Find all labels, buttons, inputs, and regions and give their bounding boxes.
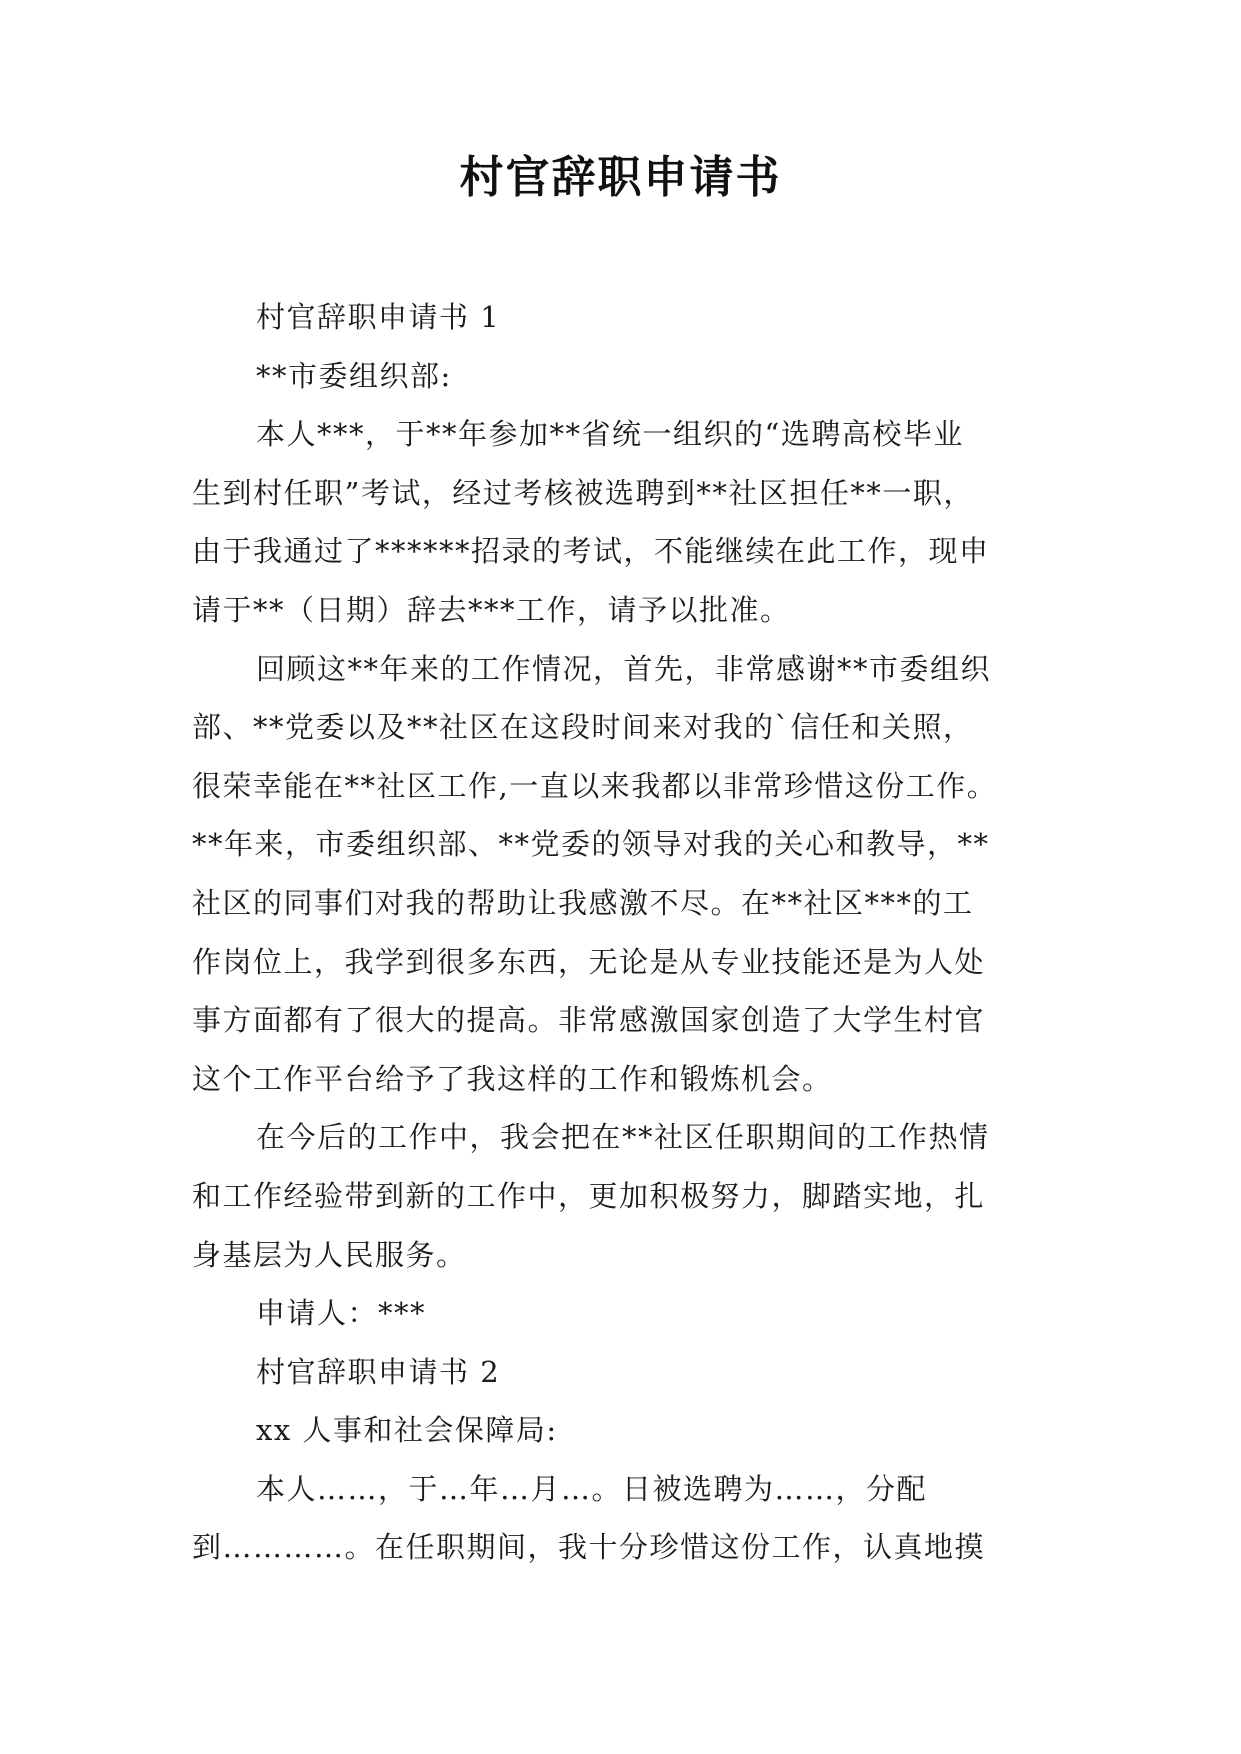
body-line: 作岗位上，我学到很多东西，无论是从专业技能还是为人处 [192,944,986,979]
body-line: 生到村任职”考试，经过考核被选聘到**社区担任**一职， [192,475,974,510]
body-line: 回顾这**年来的工作情况，首先，非常感谢**市委组织 [256,651,992,686]
body-line: 社区的同事们对我的帮助让我感激不尽。在**社区***的工 [192,885,974,920]
body-line: **年来，市委组织部、**党委的领导对我的关心和教导，** [192,827,990,862]
applicant-signature: 申请人：*** [256,1296,427,1331]
body-line: 和工作经验带到新的工作中，更加积极努力，脚踏实地，扎 [192,1178,986,1213]
document-title: 村官辞职申请书 [459,152,782,203]
salutation-2: xx 人事和社会保障局: [256,1413,558,1448]
salutation-1: **市委组织部: [256,358,452,393]
body-line: 由于我通过了******招录的考试，不能继续在此工作，现申 [192,534,990,569]
body-line: 在今后的工作中，我会把在**社区任职期间的工作热情 [256,1120,990,1155]
body-line: 这个工作平台给予了我这样的工作和锻炼机会。 [192,1061,833,1096]
body-line: 本人***，于**年参加**省统一组织的“选聘高校毕业 [256,417,964,452]
body-line: 事方面都有了很大的提高。非常感激国家创造了大学生村官 [192,1003,986,1038]
body-line: 很荣幸能在**社区工作,一直以来我都以非常珍惜这份工作。 [192,768,998,803]
body-line: 身基层为人民服务。 [192,1237,467,1272]
document-body [192,288,1047,1577]
section-heading-1: 村官辞职申请书 1 [256,300,501,334]
body-line: 请于**（日期）辞去***工作，请予以批准。 [192,592,791,627]
section-heading-2: 村官辞职申请书 2 [256,1354,501,1389]
body-line: 部、**党委以及**社区在这段时间来对我的`信任和关照， [192,710,974,745]
body-line: 到…………。在任职期间，我十分珍惜这份工作，认真地摸 [192,1530,986,1565]
body-line: 本人……，于…年…月…。日被选聘为……，分配 [256,1471,928,1506]
